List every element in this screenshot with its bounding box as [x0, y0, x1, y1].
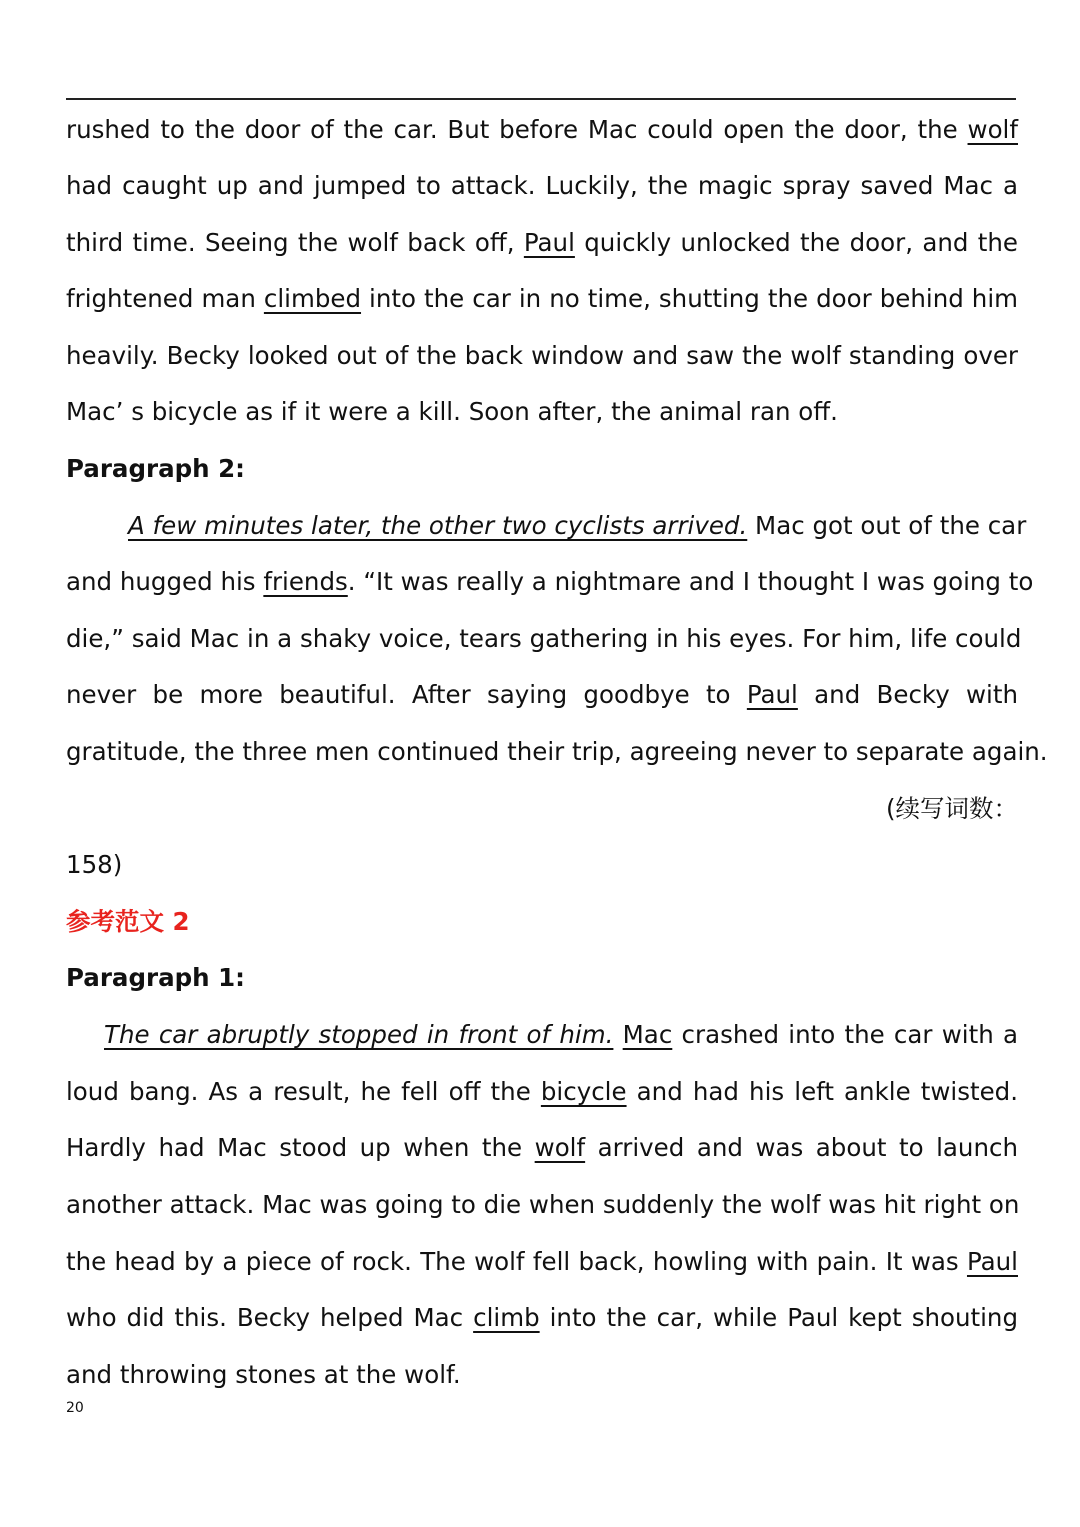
text-line: gratitude, the three men continued their trip, agreeing never to separate again. — [66, 737, 1048, 766]
page-number: 20 — [66, 1400, 84, 1416]
paragraph-2-heading: Paragraph 2: — [66, 454, 245, 483]
paragraph-1-heading: Paragraph 1: — [66, 963, 245, 992]
text-line: and hugged his friends. “It was really a nightmare and I thought I was going to — [66, 567, 1034, 596]
text-line: die,” said Mac in a shaky voice, tears gathering in his eyes. For him, life could — [66, 624, 1022, 653]
underlined-word: wolf — [967, 115, 1018, 144]
underlined-word: climb — [473, 1303, 540, 1332]
underlined-word: Paul — [746, 680, 798, 709]
text-line: and throwing stones at the wolf. — [66, 1360, 461, 1389]
underlined-word: climbed — [263, 284, 362, 313]
text-line: A few minutes later, the other two cyclists arrived. Mac got out of the car — [128, 511, 1027, 540]
underlined-word: friends — [263, 567, 348, 596]
italic-opening-sentence: A few minutes later, the other two cyclists arrived. — [128, 511, 748, 540]
text-line: another attack. Mac was going to die when suddenly the wolf was hit right on — [66, 1190, 1020, 1219]
text-line: Hardly had Mac stood up when the wolf arrived and was about to launch — [66, 1133, 1018, 1162]
header-rule — [66, 98, 1016, 100]
underlined-word: Paul — [523, 228, 575, 257]
text-line: third time. Seeing the wolf back off, Paul quickly unlocked the door, and the — [66, 228, 1018, 257]
text-line: frightened man climbed into the car in no time, shutting the door behind him — [66, 284, 1018, 313]
word-count-value: 158) — [66, 850, 123, 879]
underlined-word: Mac — [622, 1020, 673, 1049]
text-line: rushed to the door of the car. But before Mac could open the door, the wolf — [66, 115, 1018, 144]
underlined-word: wolf — [534, 1133, 586, 1162]
text-line: The car abruptly stopped in front of him. Mac crashed into the car with a — [104, 1020, 1018, 1049]
word-count-label: (续写词数： — [885, 794, 1018, 823]
italic-opening-sentence: The car abruptly stopped in front of him. — [104, 1020, 614, 1049]
text-line: Mac’ s bicycle as if it were a kill. Soon after, the animal ran off. — [66, 397, 838, 426]
underlined-word: bicycle — [540, 1077, 627, 1106]
text-line: had caught up and jumped to attack. Luckily, the magic spray saved Mac a — [66, 171, 1018, 200]
text-line: who did this. Becky helped Mac climb into the car, while Paul kept shouting — [66, 1303, 1018, 1332]
text-line: never be more beautiful. After saying goodbye to Paul and Becky with — [66, 680, 1019, 709]
text-line: loud bang. As a result, he fell off the bicycle and had his left ankle twisted. — [66, 1077, 1018, 1106]
text-line: the head by a piece of rock. The wolf fell back, howling with pain. It was Paul — [66, 1247, 1018, 1276]
underlined-word: Paul — [966, 1247, 1018, 1276]
text-line: heavily. Becky looked out of the back window and saw the wolf standing over — [66, 341, 1018, 370]
sample-essay-title: 参考范文 2 — [66, 907, 190, 936]
